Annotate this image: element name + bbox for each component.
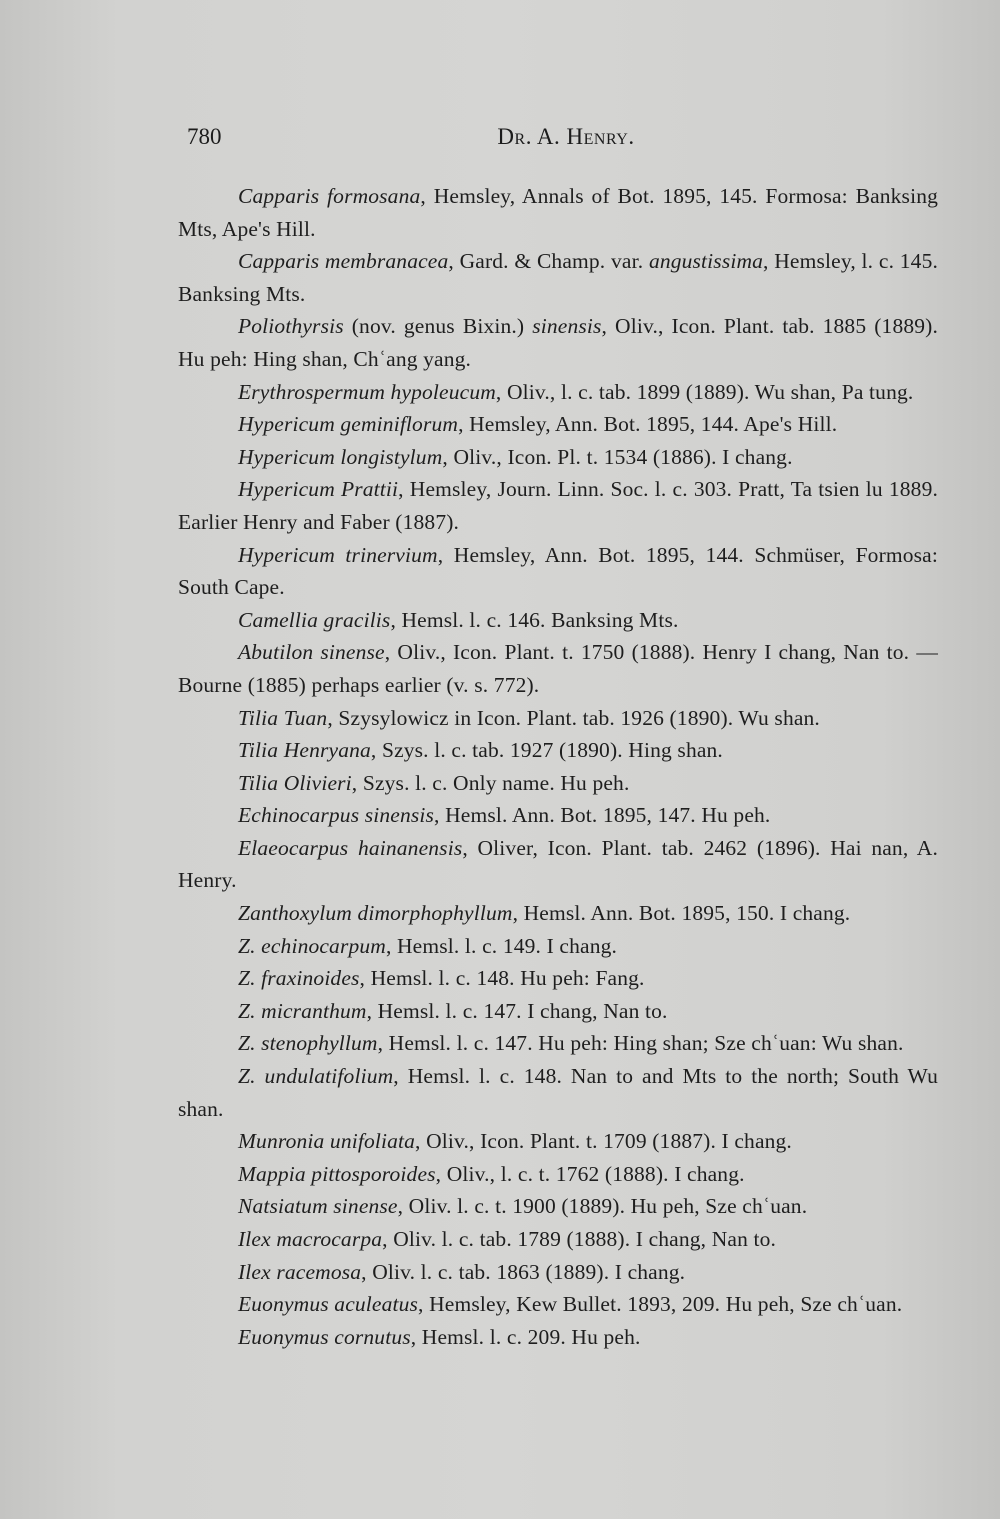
species-citation: , Oliv., l. c. tab. 1899 (1889). Wu shan, Pa tung.	[495, 379, 914, 404]
species-entry	[178, 408, 938, 441]
species-citation: , Hemsley, Ann. Bot. 1895, 144. Schmüser, Formosa: South Cape.	[178, 542, 938, 600]
species-name: Ilex macrocarpa	[238, 1227, 383, 1251]
species-name: Erythrospermum hypoleucum	[238, 379, 496, 404]
species-citation: , Hemsl. l. c. 146. Banksing Mts.	[390, 607, 679, 632]
species-name: Euonymus cornutus	[238, 1324, 411, 1349]
species-name: Tilia Tuan	[238, 705, 328, 730]
species-entry	[178, 441, 938, 474]
species-list	[178, 180, 938, 1353]
species-citation: , Hemsl. l. c. 147. I chang, Nan to.	[366, 998, 668, 1023]
species-entry	[178, 930, 938, 963]
species-name: Capparis formosana	[238, 184, 421, 208]
species-citation: , Hemsl. l. c. 148. Hu peh: Fang.	[359, 966, 645, 991]
species-citation: , Oliv., Icon. Plant. t. 1709 (1887). I chang.	[415, 1129, 792, 1154]
species-entry	[178, 734, 938, 767]
species-citation: (nov. genus Bixin.)	[343, 314, 533, 339]
species-name: Camellia gracilis	[238, 607, 391, 632]
species-name: Z. fraxinoides	[238, 966, 360, 991]
species-entry	[178, 245, 938, 310]
species-entry	[178, 1158, 938, 1191]
species-name: Mappia pittosporoides	[238, 1161, 436, 1186]
running-title: Dr. A. Henry.	[497, 124, 635, 149]
species-name: Z. micranthum	[238, 998, 367, 1023]
species-entry	[178, 310, 938, 375]
species-name: Z. stenophyllum	[238, 1031, 378, 1056]
species-citation: , Hemsl. Ann. Bot. 1895, 147. Hu peh.	[434, 803, 771, 828]
species-citation: , Hemsl. l. c. 209. Hu peh.	[410, 1324, 641, 1349]
species-variety: sinensis	[532, 314, 602, 339]
species-entry	[178, 995, 938, 1028]
species-citation: , Oliv. l. c. tab. 1863 (1889). I chang.	[361, 1259, 686, 1284]
species-citation: , Hemsl. l. c. 147. Hu peh: Hing shan; Sze chʿuan: Wu shan.	[377, 1031, 904, 1056]
species-name: Hypericum longistylum	[238, 444, 443, 469]
species-citation: , Oliv. l. c. t. 1900 (1889). Hu peh, Sze chʿuan.	[397, 1194, 808, 1219]
species-citation: , Oliv., Icon. Pl. t. 1534 (1886). I chang.	[442, 444, 793, 469]
species-name: Tilia Olivieri	[238, 770, 352, 795]
species-citation: , Szysylowicz in Icon. Plant. tab. 1926 (1890). Wu shan.	[327, 705, 820, 730]
species-name: Munronia unifoliata	[238, 1129, 416, 1154]
species-entry	[178, 702, 938, 735]
species-citation-cont: , Oliv., Icon. Plant. tab. 1885 (1889). Hu peh: Hing shan, Chʿang yang.	[178, 314, 938, 371]
species-entry	[178, 767, 938, 800]
species-entry	[178, 376, 938, 409]
species-name: Elaeocarpus hainanensis	[238, 835, 463, 860]
species-citation: , Hemsl. Ann. Bot. 1895, 150. I chang.	[512, 901, 851, 926]
species-entry	[178, 1223, 938, 1256]
species-name: Hypericum geminiflorum	[238, 412, 459, 437]
species-name: Hypericum Prattii	[238, 477, 399, 502]
species-entry	[178, 1060, 938, 1125]
page-header	[187, 124, 945, 160]
species-name: Poliothyrsis	[238, 314, 344, 339]
species-citation: , Hemsley, Journ. Linn. Soc. l. c. 303. Pratt, Ta tsien lu 1889. Earlier Henry and Faber (1887).	[178, 477, 938, 534]
species-entry	[178, 473, 938, 538]
species-name: Tilia Henryana	[238, 738, 371, 763]
species-entry	[178, 604, 938, 637]
species-name: Hypericum trinervium	[238, 542, 438, 567]
species-entry	[178, 1256, 938, 1289]
species-entry	[178, 636, 938, 701]
species-citation: , Oliv. l. c. tab. 1789 (1888). I chang, Nan to.	[382, 1227, 777, 1251]
species-citation: , Oliv., Icon. Plant. t. 1750 (1888). Henry I chang, Nan to. — Bourne (1885) perhaps earlier (v. s. 772).	[178, 640, 938, 697]
species-citation-cont: , Hemsley, l. c. 145. Banksing Mts.	[178, 249, 938, 306]
species-citation: , Hemsley, Kew Bullet. 1893, 209. Hu peh, Sze chʿuan.	[418, 1292, 903, 1317]
species-entry	[178, 1125, 938, 1158]
species-entry	[178, 1321, 938, 1354]
species-citation: , Hemsley, Ann. Bot. 1895, 144. Ape's Hill.	[458, 412, 838, 437]
species-entry	[178, 539, 938, 604]
species-name: Z. undulatifolium	[238, 1064, 394, 1089]
species-name: Z. echinocarpum	[238, 933, 386, 958]
species-citation: , Hemsl. l. c. 149. I chang.	[385, 933, 618, 958]
species-name: Capparis membranacea	[238, 249, 449, 274]
species-entry	[178, 1027, 938, 1060]
species-citation: , Oliv., l. c. t. 1762 (1888). I chang.	[435, 1161, 745, 1186]
species-variety: angustissima	[648, 249, 764, 274]
species-citation: , Oliver, Icon. Plant. tab. 2462 (1896). Hai nan, A. Henry.	[178, 835, 938, 893]
species-citation: , Hemsl. l. c. 148. Nan to and Mts to the north; South Wu shan.	[178, 1064, 939, 1121]
species-name: Natsiatum sinense	[238, 1194, 398, 1219]
species-citation: , Hemsley, Annals of Bot. 1895, 145. Formosa: Banksing Mts, Ape's Hill.	[178, 184, 938, 241]
species-citation: , Szys. l. c. tab. 1927 (1890). Hing shan.	[370, 738, 723, 763]
species-entry	[178, 1190, 938, 1223]
species-name: Euonymus aculeatus	[238, 1292, 419, 1317]
species-entry	[178, 962, 938, 995]
species-entry	[178, 799, 938, 832]
species-entry	[178, 1288, 938, 1321]
species-entry	[178, 832, 938, 897]
species-name: Abutilon sinense	[238, 640, 385, 665]
page-number: 780	[187, 124, 222, 149]
species-name: Echinocarpus sinensis	[238, 803, 435, 828]
species-name: Zanthoxylum dimorphophyllum	[238, 901, 513, 926]
species-name: Ilex racemosa	[238, 1259, 362, 1284]
species-entry	[178, 897, 938, 930]
species-citation: , Gard. & Champ. var.	[448, 249, 649, 274]
species-citation: , Szys. l. c. Only name. Hu peh.	[351, 770, 630, 795]
species-entry	[178, 180, 938, 245]
